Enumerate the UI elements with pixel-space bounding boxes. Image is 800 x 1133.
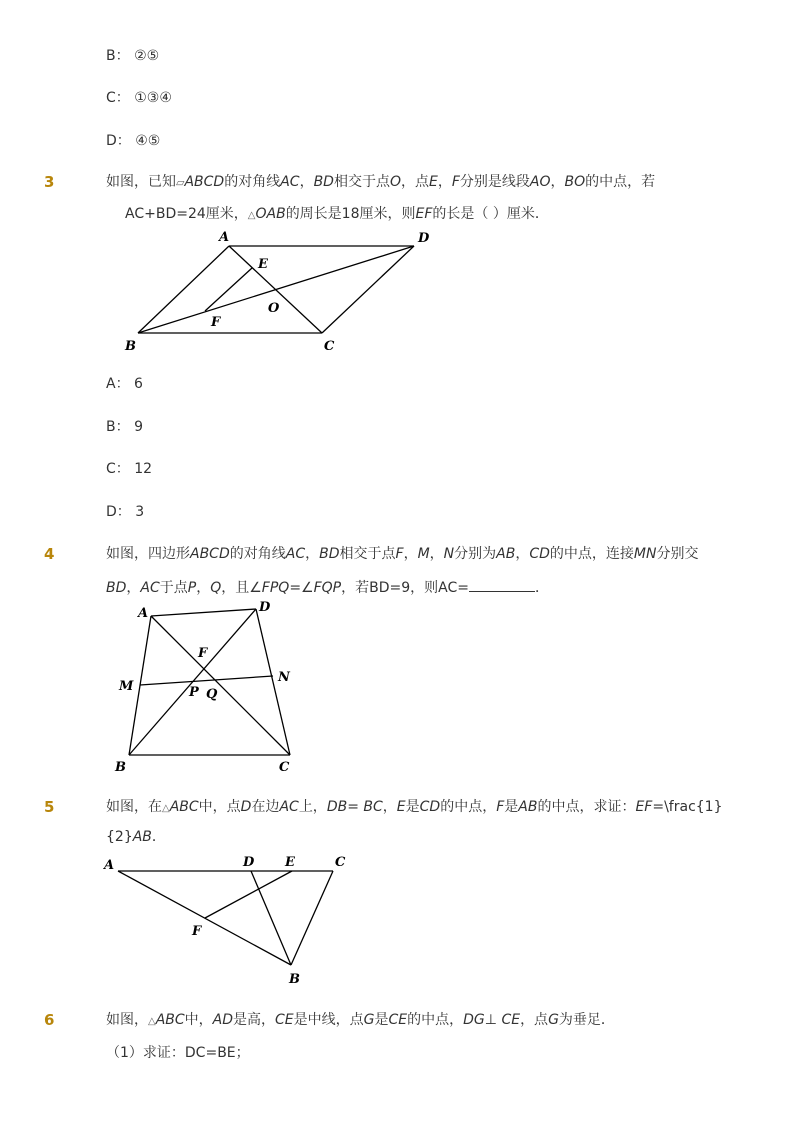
- label-d: D: [243, 855, 255, 870]
- text: ，且∠: [221, 580, 262, 596]
- triangle-symbol: △: [162, 803, 170, 814]
- math: ABC: [169, 799, 199, 815]
- math: ABCD: [184, 174, 225, 190]
- math: D: [240, 799, 252, 815]
- label-f: F: [211, 315, 221, 330]
- math: AB: [496, 546, 516, 562]
- segment-ef: [205, 871, 292, 918]
- math: DB: [326, 799, 348, 815]
- text: 的中点，求证：: [537, 799, 636, 815]
- text: 的中点，: [440, 799, 497, 815]
- label-p: P: [189, 685, 199, 700]
- text: ，: [403, 546, 418, 562]
- question-number-6: 6: [44, 1011, 55, 1029]
- math: AB: [518, 799, 538, 815]
- label-a: A: [104, 858, 115, 873]
- question-number-3: 3: [44, 173, 55, 191]
- option-letter: B: [106, 419, 116, 435]
- math: BO: [564, 174, 586, 190]
- text: 是中线，点: [293, 1012, 364, 1028]
- text: 如图，已知: [106, 174, 176, 190]
- math: BC: [363, 799, 383, 815]
- triangle-symbol: △: [148, 1016, 156, 1027]
- q6-subquestion-1: （1）求证：DC=BE；: [106, 1045, 250, 1061]
- label-f: F: [198, 646, 208, 661]
- text: 的长是（ ）厘米．: [432, 206, 549, 222]
- text: ，: [429, 546, 444, 562]
- math: E: [396, 799, 406, 815]
- text: ，: [550, 174, 565, 190]
- option-sep: ：: [115, 376, 130, 392]
- text: ．: [534, 580, 549, 596]
- text: 是: [374, 1012, 389, 1028]
- text: 如图，: [106, 1012, 148, 1028]
- triangle-symbol: △: [247, 210, 256, 221]
- math: O: [389, 174, 401, 190]
- option-text: ②⑤: [134, 48, 160, 64]
- math: F: [451, 174, 460, 190]
- text: 是: [405, 799, 420, 815]
- text: 如图，四边形: [106, 546, 190, 562]
- math: AC: [140, 580, 160, 596]
- math: BD: [319, 546, 340, 562]
- math: G: [548, 1012, 559, 1028]
- text: ，点: [401, 174, 429, 190]
- text: 的中点，若: [585, 174, 656, 190]
- math: AC: [285, 546, 306, 562]
- text: 分别是线段: [459, 174, 530, 190]
- option-sep: ：: [115, 419, 130, 435]
- math: CE: [275, 1012, 294, 1028]
- math: FPQ: [261, 580, 290, 596]
- label-c: C: [335, 855, 346, 870]
- text: ，: [305, 546, 320, 562]
- math: =: [347, 799, 364, 815]
- math: OAB: [255, 206, 286, 222]
- text: 是高，: [233, 1012, 276, 1028]
- text: ⊥: [484, 1012, 502, 1028]
- option-letter: D: [106, 504, 117, 520]
- text: ，: [299, 174, 314, 190]
- option-letter: C: [106, 90, 116, 106]
- text: 如图，在: [106, 799, 162, 815]
- text: 为垂足．: [558, 1012, 615, 1028]
- label-b: B: [289, 972, 300, 987]
- option-letter: C: [106, 461, 116, 477]
- math: E: [429, 174, 438, 190]
- text: 相交于点: [333, 174, 390, 190]
- label-q: Q: [206, 687, 218, 702]
- option-letter: D: [106, 133, 117, 149]
- math: ABC: [155, 1012, 185, 1028]
- question-number-5: 5: [44, 798, 55, 816]
- text: AC+BD=24厘米，: [125, 206, 248, 222]
- text: 的对角线: [229, 546, 286, 562]
- option-text: ④⑤: [135, 133, 161, 149]
- text: 的对角线: [224, 174, 281, 190]
- parallelogram-symbol: ▱: [176, 176, 185, 189]
- option-letter: A: [106, 376, 116, 392]
- math: DG: [463, 1012, 485, 1028]
- label-f: F: [192, 924, 202, 939]
- label-c: C: [324, 339, 335, 354]
- math: AC: [279, 799, 299, 815]
- label-d: D: [418, 231, 430, 246]
- label-e: E: [258, 257, 268, 272]
- option-text: ①③④: [134, 90, 172, 106]
- option-text: 6: [134, 376, 143, 392]
- math: AO: [529, 174, 551, 190]
- option-sep: ：: [116, 133, 131, 149]
- text: ，: [126, 580, 141, 596]
- segment-db: [251, 871, 291, 965]
- segment-cb: [291, 871, 333, 965]
- label-m: M: [119, 679, 134, 694]
- text: 分别交: [656, 546, 699, 562]
- option-sep: ：: [116, 504, 131, 520]
- math: MN: [633, 546, 657, 562]
- math: CD: [419, 799, 441, 815]
- text: 的中点，: [407, 1012, 464, 1028]
- math: F: [496, 799, 505, 815]
- question-number-4: 4: [44, 545, 55, 563]
- math: G: [363, 1012, 375, 1028]
- math: AC: [280, 174, 300, 190]
- math: ABCD: [190, 546, 230, 562]
- text: 上，: [298, 799, 327, 815]
- math: CE: [501, 1012, 521, 1028]
- text: ，: [437, 174, 452, 190]
- option-sep: ：: [115, 90, 130, 106]
- text: 的中点，连接: [549, 546, 634, 562]
- text: ．: [151, 829, 166, 845]
- text: {2}: [106, 829, 133, 845]
- math: CD: [529, 546, 550, 562]
- option-sep: ：: [115, 461, 130, 477]
- option-text: 9: [134, 419, 143, 435]
- label-b: B: [125, 339, 136, 354]
- math: F: [395, 546, 404, 562]
- math: N: [443, 546, 455, 562]
- label-b: B: [115, 760, 126, 775]
- text: 是: [504, 799, 519, 815]
- math: CE: [388, 1012, 408, 1028]
- label-d: D: [259, 600, 271, 615]
- math: AB: [132, 829, 152, 845]
- label-a: A: [219, 230, 230, 245]
- text: 在边: [251, 799, 280, 815]
- math: BD: [106, 580, 127, 596]
- q6-stem-line1: [106, 1010, 615, 1032]
- text: ，: [196, 580, 211, 596]
- math: EF: [635, 799, 653, 815]
- text: 相交于点: [339, 546, 396, 562]
- text: =∠: [289, 580, 314, 596]
- label-o: O: [268, 301, 280, 316]
- text: ，点: [520, 1012, 549, 1028]
- label-a: A: [138, 606, 149, 621]
- math: P: [187, 580, 197, 596]
- option-text: 12: [134, 461, 153, 477]
- math: Q: [210, 580, 222, 596]
- label-e: E: [285, 855, 295, 870]
- text: =\frac{1}: [652, 799, 723, 815]
- label-c: C: [279, 760, 290, 775]
- label-n: N: [278, 670, 290, 685]
- math: FQP: [313, 580, 342, 596]
- math: EF: [415, 206, 433, 222]
- text: 中，: [184, 1012, 213, 1028]
- text: 中，点: [198, 799, 241, 815]
- text: ，若BD=9，则AC=: [341, 580, 469, 596]
- option-sep: ：: [115, 48, 130, 64]
- text: 的周长是18厘米，则: [285, 206, 416, 222]
- text: 分别为: [454, 546, 497, 562]
- text: 于点: [159, 580, 188, 596]
- text: ，: [515, 546, 530, 562]
- option-letter: B: [106, 48, 116, 64]
- text: ，: [382, 799, 397, 815]
- math: M: [417, 546, 430, 562]
- option-text: 3: [135, 504, 145, 520]
- math: BD: [313, 174, 334, 190]
- math: AD: [212, 1012, 234, 1028]
